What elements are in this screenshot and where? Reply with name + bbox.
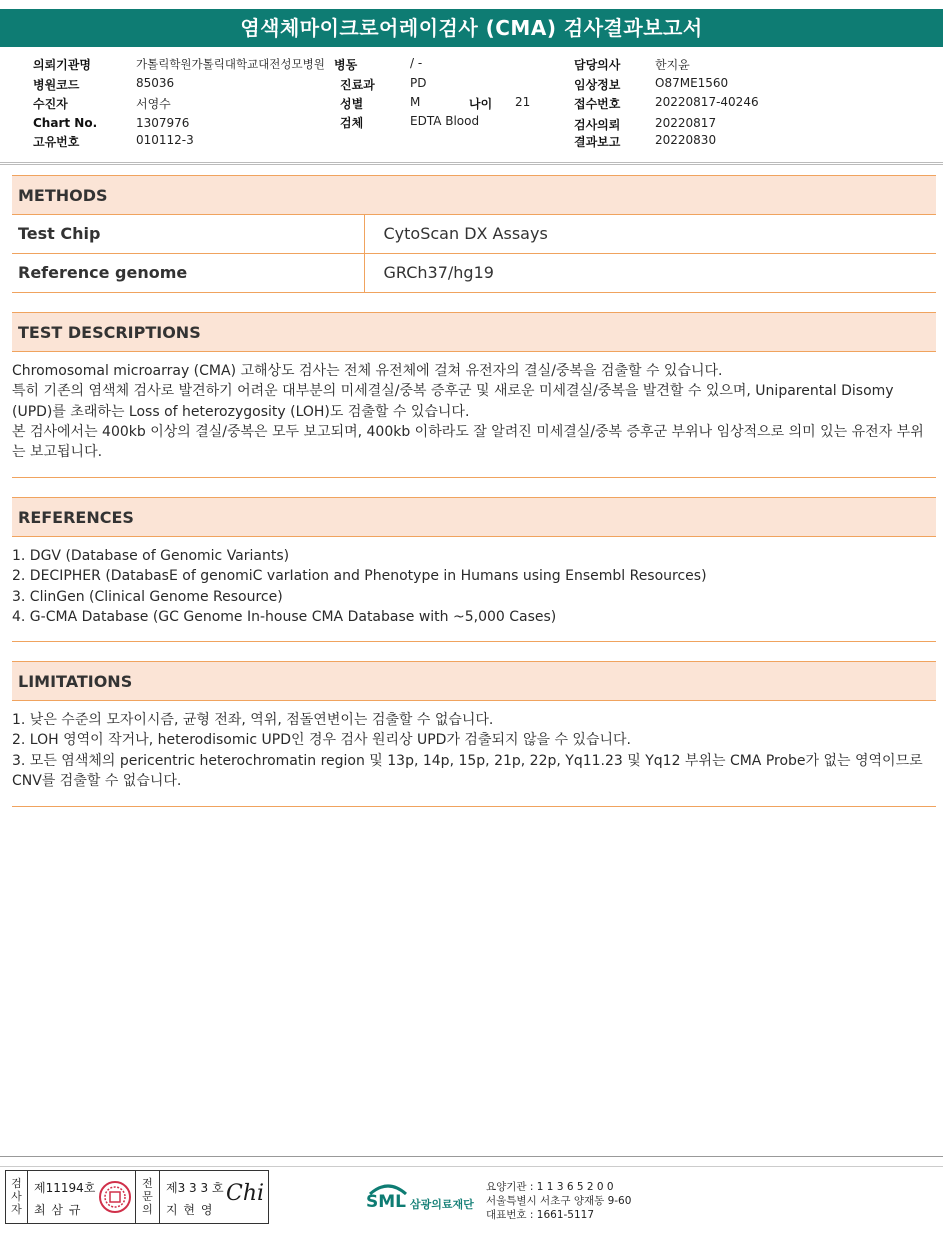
sex-label: 성별	[340, 97, 364, 111]
org-code: 요양기관 : 1 1 3 6 5 2 0 0	[486, 1181, 614, 1193]
age-label: 나이	[469, 97, 493, 111]
section-divider	[12, 806, 936, 807]
unique-value: 010112-3	[136, 133, 194, 147]
ward-label: 병동	[334, 58, 358, 72]
org-phone: 대표번호 : 1661-5117	[486, 1209, 595, 1221]
dept-value: PD	[410, 76, 427, 90]
methods-table	[12, 214, 936, 293]
patient-label: 수진자	[33, 97, 68, 111]
receipt-value: 20220817-40246	[655, 95, 759, 109]
specimen-value: EDTA Blood	[410, 114, 480, 128]
unique-label: 고유번호	[33, 135, 80, 149]
header-divider	[0, 162, 943, 165]
description-line: Chromosomal microarray (CMA) 고해상도 검사는 전체 유전체에 걸쳐 유전자의 결실/중복을 검출할 수 있습니다.	[12, 363, 723, 379]
list-item: 3. 모든 염색체의 pericentric heterochromatin region 및 13p, 14p, 15p, 21p, 22p, Yq11.23 및 Yq12 부위는 CMA Probe가 없는 영역이므로 CNV를 검출할 수 없습니다.	[12, 752, 923, 789]
test-chip-label: Test Chip	[12, 214, 364, 253]
list-item: 1. 낮은 수준의 모자이시즘, 균형 전좌, 역위, 점돌연변이는 검출할 수 없습니다.	[12, 712, 494, 728]
references-heading: REFERENCES	[12, 497, 936, 537]
patient-value: 서영수	[136, 97, 171, 111]
request-value: 20220817	[655, 116, 717, 130]
patient-info	[0, 50, 943, 162]
examiner-cell	[28, 1171, 136, 1223]
sex-value: M	[410, 95, 421, 109]
doctor-value: 한지윤	[655, 58, 690, 72]
footer-divider	[0, 1166, 943, 1167]
org-address: 서울특별시 서초구 양재동 9-60	[486, 1195, 632, 1207]
test-chip-value: CytoScan DX Assays	[364, 214, 936, 253]
dept-label: 진료과	[340, 78, 375, 92]
descriptions-body	[12, 361, 936, 462]
logo-text: SML	[366, 1192, 406, 1212]
limitations-list	[12, 710, 936, 791]
section-divider	[12, 641, 936, 642]
clinical-value: O87ME1560	[655, 76, 729, 90]
ward-value: / -	[410, 56, 423, 70]
specialist-license: 제3 3 3 호	[166, 1181, 224, 1195]
sml-logo	[366, 1180, 478, 1220]
examiner-vertical-label: 검사자	[6, 1171, 28, 1223]
specialist-name: 지 현 영	[166, 1203, 214, 1217]
specimen-label: 검체	[340, 116, 364, 130]
references-list	[12, 546, 936, 627]
org-name: 삼광의료재단	[410, 1198, 474, 1211]
list-item: 2. LOH 영역이 작거나, heterodisomic UPD인 경우 검사 원리상 UPD가 검출되지 않을 수 있습니다.	[12, 732, 631, 749]
doctor-label: 담당의사	[574, 58, 621, 72]
report-title: 염색체마이크로어레이검사 (CMA) 검사결과보고서	[0, 9, 943, 47]
table-row	[12, 214, 936, 253]
specialist-vertical-label: 전문의	[136, 1171, 160, 1223]
receipt-label: 접수번호	[574, 97, 621, 111]
chart-label: Chart No.	[33, 116, 98, 130]
hospital-code-value: 85036	[136, 76, 175, 90]
seal-icon	[98, 1180, 132, 1214]
age-value: 21	[515, 95, 531, 109]
report-label: 결과보고	[574, 135, 621, 149]
reference-genome-value: GRCh37/hg19	[364, 253, 936, 292]
list-item: 1. DGV (Database of Genomic Variants)	[12, 548, 290, 564]
footer-divider	[0, 1156, 943, 1157]
institution-value: 가톨릭학원가톨릭대학교대전성모병원	[136, 57, 325, 71]
hospital-code-label: 병원코드	[33, 78, 80, 92]
descriptions-heading: TEST DESCRIPTIONS	[12, 312, 936, 352]
signature: Chi	[226, 1181, 265, 1206]
request-label: 검사의뢰	[574, 118, 621, 132]
table-row	[12, 253, 936, 292]
clinical-label: 임상정보	[574, 78, 621, 92]
examiner-name: 최 삼 규	[34, 1203, 82, 1217]
section-divider	[12, 477, 936, 478]
reference-genome-label: Reference genome	[12, 253, 364, 292]
institution-label: 의뢰기관명	[33, 58, 91, 72]
description-line: 본 검사에서는 400kb 이상의 결실/중복은 모두 보고되며, 400kb 이하라도 잘 알려진 미세결실/중복 증후군 부위나 임상적으로 의미 있는 유전자 부위는 보고됩니다.	[12, 423, 924, 461]
report-value: 20220830	[655, 133, 717, 147]
methods-heading: METHODS	[12, 175, 936, 215]
description-line: 특히 기존의 염색체 검사로 발견하기 어려운 대부분의 미세결실/중복 증후군 및 새로운 미세결실/중복을 발견할 수 있으며, Uniparental Disomy (UPD)를 초래하는 Loss of heterozygosity (LOH)도 검출할 수 있습니다.	[12, 383, 894, 420]
chart-value: 1307976	[136, 116, 190, 130]
limitations-heading: LIMITATIONS	[12, 661, 936, 701]
examiner-license: 제11194호	[34, 1181, 96, 1195]
list-item: 3. ClinGen (Clinical Genome Resource)	[12, 588, 283, 605]
signature-box	[5, 1170, 269, 1224]
list-item: 4. G-CMA Database (GC Genome In-house CMA Database with ~5,000 Cases)	[12, 608, 557, 625]
specialist-cell	[160, 1171, 268, 1223]
list-item: 2. DECIPHER (DatabasE of genomiC varIation and Phenotype in Humans using Ensembl Resources)	[12, 568, 707, 585]
org-info	[486, 1180, 631, 1222]
